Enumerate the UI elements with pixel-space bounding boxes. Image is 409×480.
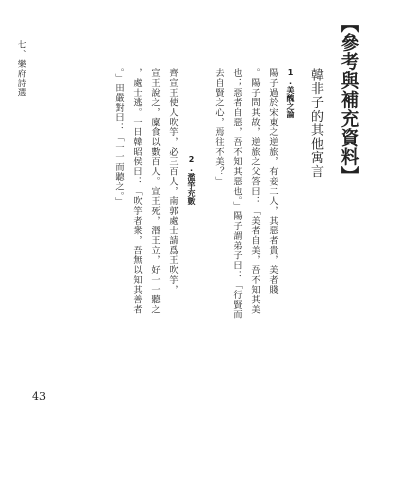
paragraph-1-column-4: 去自賢之心，焉往不美？」 bbox=[213, 68, 224, 187]
subtitle: 韓非子的其他寓言 bbox=[308, 68, 323, 179]
paragraph-1-column-3: 也；惡者自惡，吾不知其惡也。」陽子謂弟子曰：「行賢而 bbox=[231, 68, 242, 320]
page-number: 43 bbox=[32, 390, 46, 403]
paragraph-2-column-4: 。」田嚴對曰：「一一而聽之。」 bbox=[113, 68, 124, 207]
running-section-label: 七、樂府詩選 bbox=[16, 40, 26, 98]
paragraph-2-column-2: 宣王說之，廩食以數百人。宣王死，湣王立，好一一聽之 bbox=[149, 68, 160, 315]
paragraph-1-column-2: 。陽子問其故，逆旅之父答曰：「美者自美，吾不知其美 bbox=[249, 68, 260, 315]
section-heading-1: 1.美醜之論 bbox=[286, 68, 295, 118]
section-heading-2: 2.濫竽充數 bbox=[187, 155, 196, 205]
page-title: 【參考與補充資料】 bbox=[338, 14, 359, 185]
paragraph-2-column-1: 齊宣王使人吹竽，必三百人，南郭處士請爲王吹竽， bbox=[167, 68, 178, 295]
paragraph-1-column-1: 陽子過於宋東之逆旅，有妾二人，其惡者貴，美者賤 bbox=[267, 68, 278, 295]
paragraph-2-column-3: ，處士逃。一日韓昭侯曰：「吹竽者衆，吾無以知其善者 bbox=[131, 68, 142, 315]
